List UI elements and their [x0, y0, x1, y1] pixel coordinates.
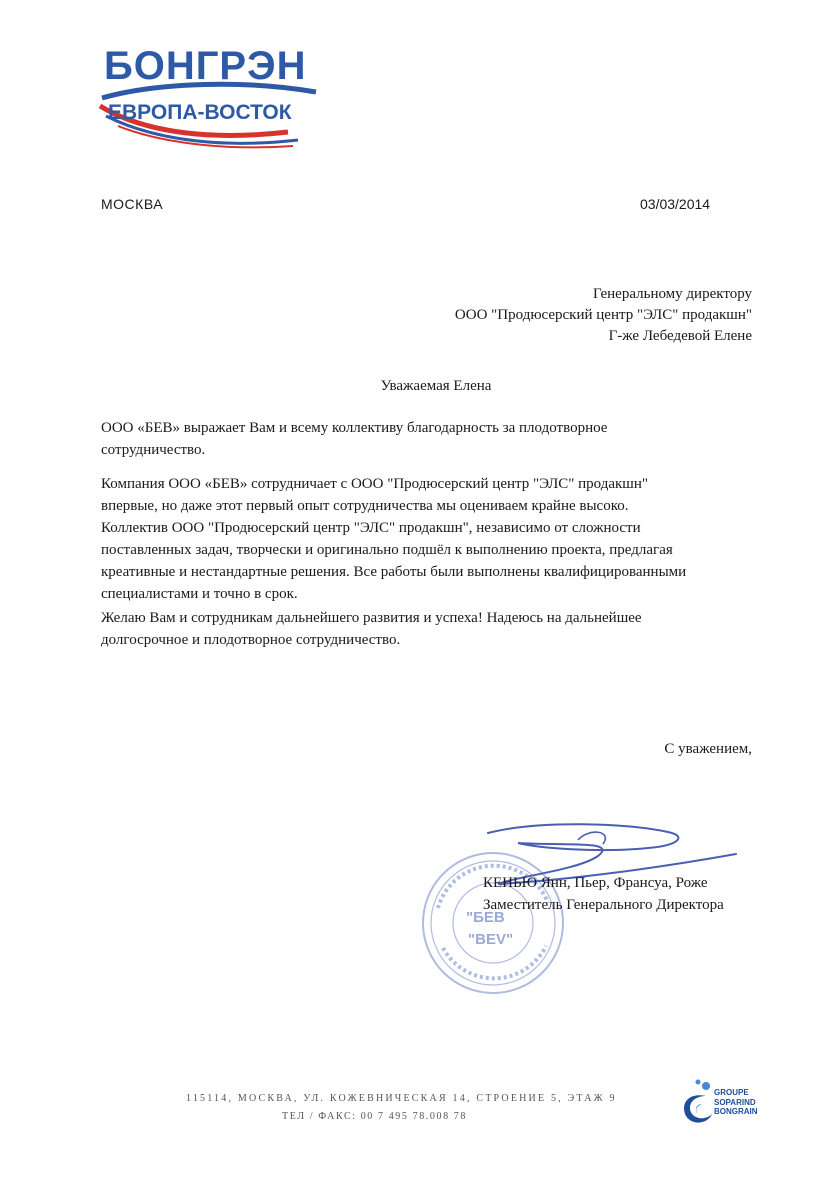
paragraph-line: креативные и нестандартные решения. Все работы были выполнены квалифицированными [101, 564, 687, 580]
group-logo-text [714, 1088, 758, 1117]
paragraph-line: специалистами и точно в срок. [101, 586, 298, 602]
stamp-text-1: "БЕВ [466, 909, 505, 926]
paragraph-line: ООО «БЕВ» выражает Вам и всему коллективу благодарность за плодотворное [101, 420, 608, 436]
greeting [0, 378, 840, 395]
paragraph-line: Коллектив ООО "Продюсерский центр "ЭЛС" продакшн", независимо от сложности [101, 520, 641, 536]
footer-address: 115114, МОСКВА, УЛ. КОЖЕВНИЧЕСКАЯ 14, СТРОЕНИЕ 5, ЭТАЖ 9 [186, 1093, 617, 1104]
letter-date: 03/03/2014 [640, 196, 711, 212]
company-logo [98, 40, 328, 150]
paragraph-line: долгосрочное и плодотворное сотрудничество. [101, 632, 401, 648]
logo-title: БОНГРЭН [104, 44, 307, 88]
footer-phone: ТЕЛ / ФАКС: 00 7 495 78.008 78 [282, 1111, 468, 1122]
group-logo-swirl-icon [676, 1078, 716, 1128]
addressee-company: ООО "Продюсерский центр "ЭЛС" продакшн" [454, 307, 752, 323]
addressee-position: Генеральному директору [592, 286, 752, 302]
paragraph-2 [101, 473, 761, 605]
paragraph-1 [101, 417, 761, 461]
group-logo-line: SOPARIND [714, 1097, 756, 1107]
paragraph-line: Компания ООО «БЕВ» сотрудничает с ООО "Продюсерский центр "ЭЛС" продакшн" [101, 476, 649, 492]
closing-regards: С уважением, [664, 741, 752, 757]
signer-block [483, 872, 724, 916]
group-soparind-logo [676, 1078, 776, 1128]
paragraph-3 [101, 607, 761, 651]
paragraph-line: Желаю Вам и сотрудникам дальнейшего развития и успеха! Надеюсь на дальнейшее [101, 610, 642, 626]
paragraph-line: сотрудничество. [101, 442, 206, 458]
paragraph-line: поставленных задач, творчески и оригинально подшёл к выполнению проекта, предлагая [101, 542, 673, 558]
greeting-text: Уважаемая Елена [380, 378, 492, 394]
group-logo-line: GROUPE [714, 1088, 749, 1097]
logo-subtitle: ЕВРОПА-ВОСТОК [108, 101, 292, 124]
addressee-block [332, 284, 752, 347]
addressee-name: Г-же Лебедевой Елене [608, 328, 752, 344]
group-logo-line: BONGRAIN [714, 1107, 758, 1116]
signer-title: Заместитель Генерального Директора [483, 897, 724, 913]
letter-city: МОСКВА [101, 196, 164, 212]
paragraph-line: впервые, но даже этот первый опыт сотрудничества мы оцениваем крайне высоко. [101, 498, 629, 514]
signer-name: КЕНЬЮ Янн, Пьер, Франсуа, Роже [483, 875, 708, 891]
stamp-text-2: "BEV" [468, 931, 514, 948]
